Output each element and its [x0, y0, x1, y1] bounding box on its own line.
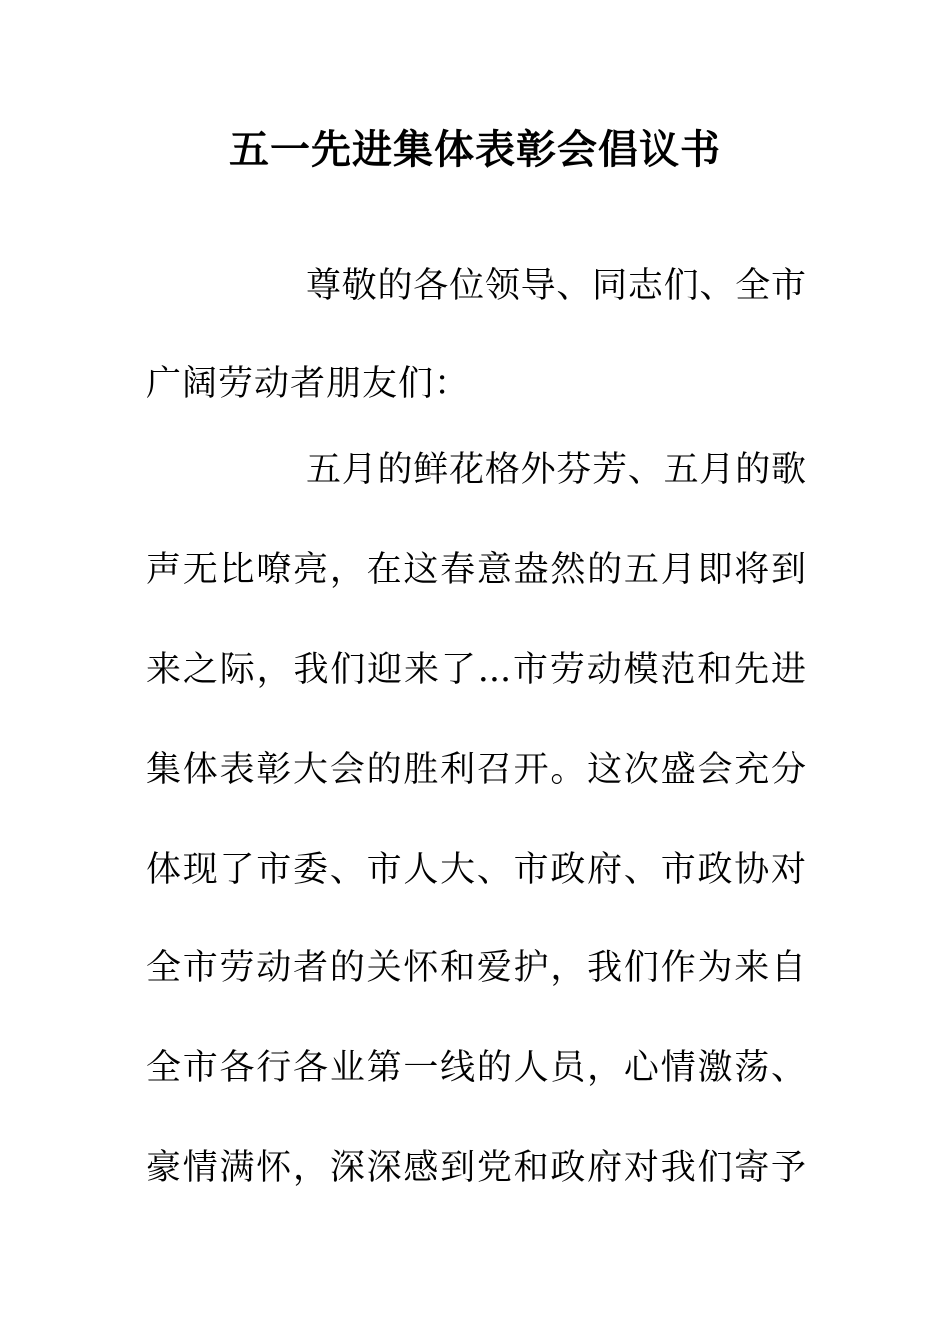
salutation-line-1: 尊敬的各位领导、同志们、全市 — [306, 266, 806, 306]
paragraph-line-6: 全市劳动者的关怀和爱护，我们作为来自 — [146, 948, 806, 988]
salutation-line-2: 广阔劳动者朋友们： — [146, 364, 471, 404]
paragraph-line-7: 全市各行各业第一线的人员，心情激荡、 — [146, 1048, 806, 1088]
paragraph-line-3: 来之际，我们迎来了...市劳动模范和先进 — [146, 650, 806, 690]
paragraph-line-1: 五月的鲜花格外芬芳、五月的歌 — [306, 450, 806, 490]
paragraph-line-5: 体现了市委、市人大、市政府、市政协对 — [146, 850, 806, 890]
paragraph-line-8: 豪情满怀，深深感到党和政府对我们寄予 — [146, 1148, 806, 1188]
document-title: 五一先进集体表彰会倡议书 — [229, 126, 721, 173]
paragraph-line-4: 集体表彰大会的胜利召开。这次盛会充分 — [146, 750, 806, 790]
paragraph-line-2: 声无比嘹亮，在这春意盎然的五月即将到 — [146, 550, 806, 590]
